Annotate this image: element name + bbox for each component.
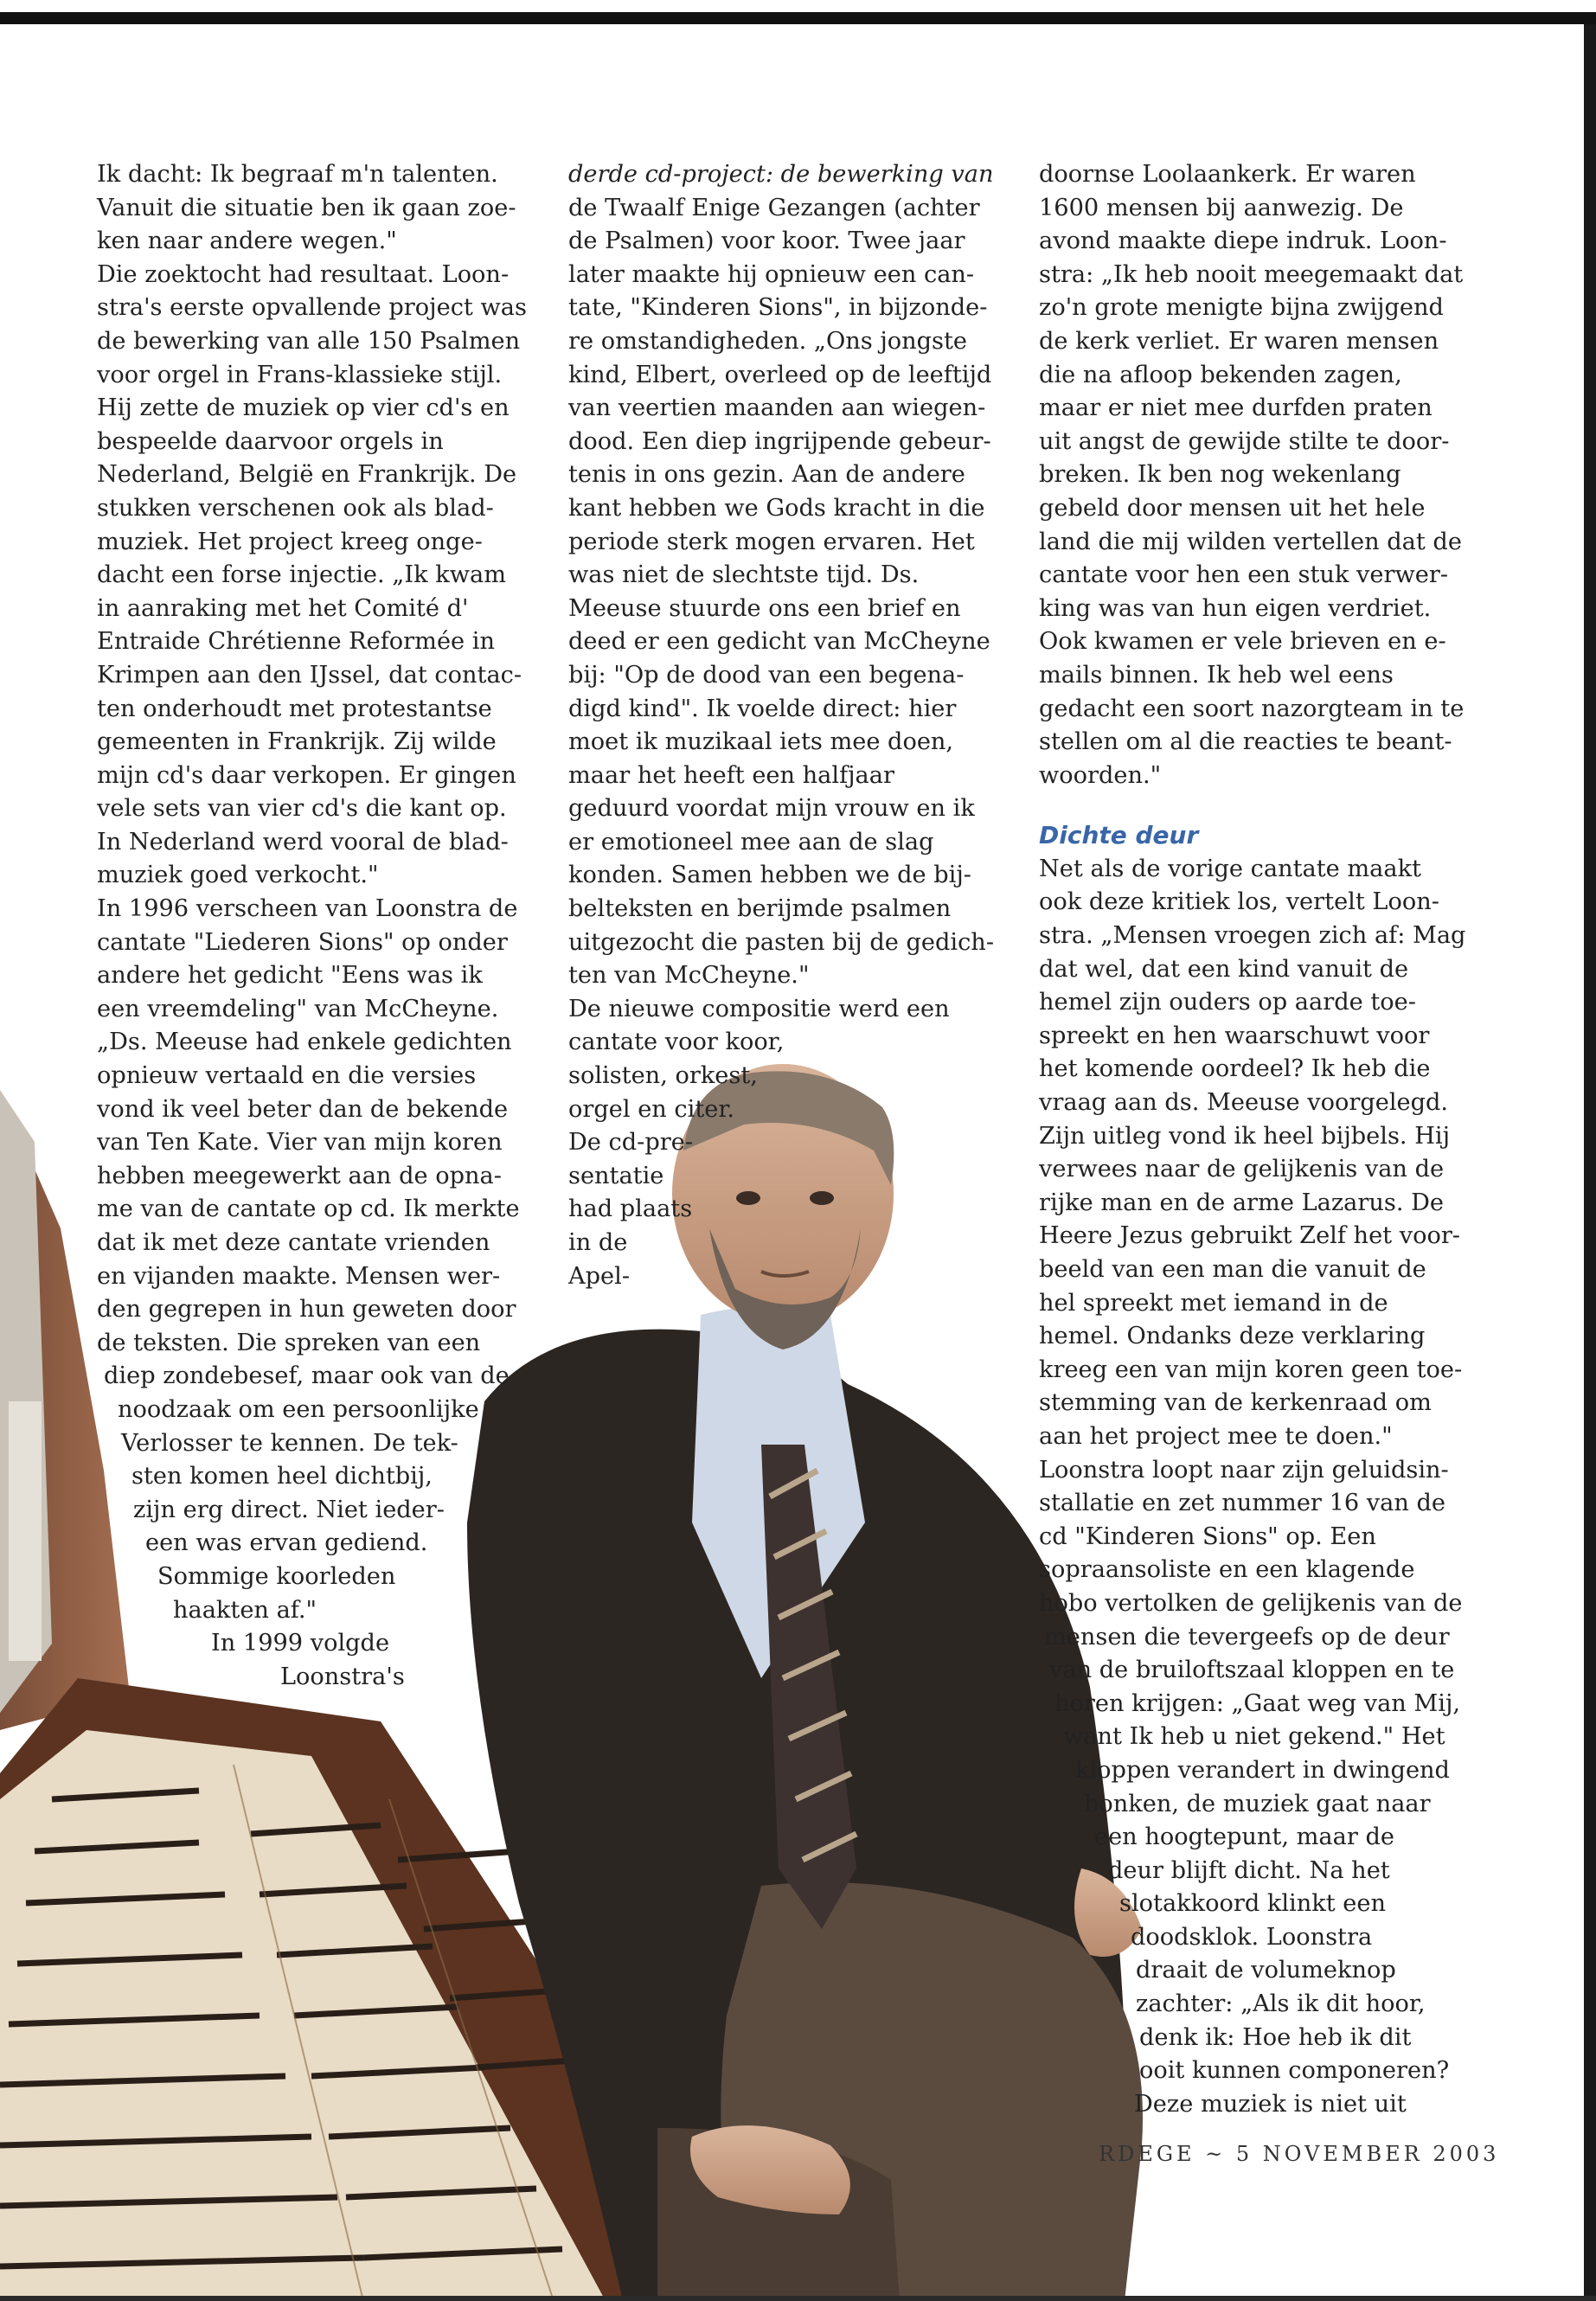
text-line: stra's eerste opvallende project was [97, 294, 527, 322]
text-line: cd "Kinderen Sions" op. Een [1039, 1522, 1376, 1550]
text-line: ooit kunnen componeren? [1139, 2057, 1450, 2085]
text-line: dat ik met deze cantate vrienden [97, 1229, 490, 1256]
text-line: ten onderhoudt met protestantse [97, 695, 492, 722]
text-line: In 1996 verscheen van Loonstra de [97, 895, 518, 923]
text-line: en vijanden maakte. Mensen wer- [97, 1262, 501, 1290]
text-line: maar er niet mee durfden praten [1039, 394, 1433, 422]
text-line: stra. „Mensen vroegen zich af: Mag [1039, 922, 1466, 950]
text-line: Zijn uitleg vond ik heel bijbels. Hij [1039, 1122, 1451, 1150]
text-line: verwees naar de gelijkenis van de [1039, 1156, 1445, 1183]
text-line: was niet de slechtste tijd. Ds. [568, 561, 920, 589]
text-line: tate, "Kinderen Sions", in bijzonde- [568, 294, 988, 322]
text-line: periode sterk mogen ervaren. Het [568, 528, 975, 555]
text-line: gebeld door mensen uit het hele [1039, 494, 1426, 522]
text-line: hemel zijn ouders op aarde toe- [1039, 989, 1416, 1016]
text-line: beeld van een man die vanuit de [1039, 1256, 1426, 1283]
text-line: Entraide Chrétienne Reformée in [97, 628, 495, 656]
text-line: avond maakte diepe indruk. Loon- [1039, 228, 1447, 255]
text-line: hobo vertolken de gelijkenis van de [1039, 1589, 1463, 1617]
text-line: De nieuwe compositie werd een [568, 995, 950, 1022]
text-line: bespeelde daarvoor orgels in [97, 427, 444, 455]
text-line: rijke man en de arme Lazarus. De [1039, 1189, 1444, 1216]
text-line: diep zondebesef, maar ook van de [104, 1362, 510, 1390]
text-line: Verlosser te kennen. De tek- [121, 1429, 458, 1457]
text-line: belteksten en berijmde psalmen [568, 895, 952, 923]
text-line: geduurd voordat mijn vrouw en ik [568, 795, 975, 823]
text-line: vond ik veel beter dan de bekende [97, 1095, 509, 1123]
text-line: doornse Loolaankerk. Er waren [1039, 161, 1416, 188]
text-line: mensen die tevergeefs op de deur [1044, 1623, 1450, 1650]
text-line: stra: „Ik heb nooit meegemaakt dat [1039, 260, 1464, 288]
text-line: mijn cd's daar verkopen. Er gingen [97, 761, 516, 789]
text-line: bonken, de muziek gaat naar [1084, 1790, 1431, 1817]
text-line: zijn erg direct. Niet ieder- [133, 1496, 445, 1523]
text-line: voor orgel in Frans-klassieke stijl. [97, 361, 503, 388]
text-line: stallatie en zet nummer 16 van de [1039, 1490, 1446, 1517]
text-line: slotakkoord klinkt een [1119, 1890, 1386, 1918]
text-line: kant hebben we Gods kracht in die [568, 494, 985, 522]
text-line: Heere Jezus gebruikt Zelf het voor- [1039, 1222, 1460, 1250]
text-line: De cd-pre- [568, 1129, 694, 1157]
text-line: cantate voor koor, [568, 1029, 785, 1056]
section-heading: Dichte deur [1039, 821, 1199, 850]
text-line: de Psalmen) voor koor. Twee jaar [568, 228, 965, 255]
text-line: de Twaalf Enige Gezangen (achter [568, 194, 980, 221]
text-line: sopraansoliste en een klagende [1039, 1556, 1415, 1584]
text-line: Apel- [568, 1262, 631, 1290]
text-line: moet ik muzikaal iets mee doen, [568, 728, 954, 756]
bottom-border [0, 2296, 1596, 2301]
page-footer: RDEGE ~ 5 NOVEMBER 2003 [1099, 2142, 1500, 2166]
text-line: een was ervan gediend. [145, 1529, 428, 1557]
text-line: kreeg een van mijn koren geen toe- [1039, 1356, 1463, 1383]
text-line: dacht een forse injectie. „Ik kwam [97, 561, 506, 589]
text-line: deed er een gedicht van McCheyne [568, 628, 990, 656]
text-line: hemel. Ondanks deze verklaring [1039, 1323, 1426, 1350]
text-line: derde cd-project: de bewerking van [568, 161, 994, 188]
text-line: sten komen heel dichtbij, [131, 1463, 433, 1490]
text-line: stemming van de kerkenraad om [1039, 1389, 1432, 1417]
text-line: me van de cantate op cd. Ik merkte [97, 1195, 520, 1223]
top-border [0, 12, 1596, 24]
text-line: woorden." [1039, 761, 1162, 789]
text-line: muziek. Het project kreeg onge- [97, 528, 483, 555]
text-line: een vreemdeling" van McCheyne. [97, 995, 499, 1022]
text-line: In 1999 volgde [211, 1630, 390, 1657]
text-line: spreekt en hen waarschuwt voor [1039, 1022, 1430, 1049]
text-line: hel spreekt met iemand in de [1039, 1289, 1388, 1317]
text-line: de bewerking van alle 150 Psalmen [97, 327, 521, 355]
text-line: de kerk verliet. Er waren mensen [1039, 327, 1439, 355]
text-line: Krimpen aan den IJssel, dat contac- [97, 661, 522, 689]
text-line: het komende oordeel? Ik heb die [1039, 1055, 1431, 1083]
text-line: land die mij wilden vertellen dat de [1039, 528, 1462, 555]
text-line: denk ik: Hoe heb ik dit [1139, 2023, 1412, 2051]
text-line: van de bruiloftszaal kloppen en te [1049, 1657, 1455, 1684]
text-line: horen krijgen: „Gaat weg van Mij, [1054, 1689, 1461, 1717]
text-line: Meeuse stuurde ons een brief en [568, 594, 961, 622]
article-column-2 [568, 158, 994, 1293]
text-line: re omstandigheden. „Ons jongste [568, 327, 968, 355]
text-line: Hij zette de muziek op vier cd's en [97, 394, 510, 422]
text-line: sentatie [568, 1162, 664, 1189]
text-line: vele sets van vier cd's die kant op. [97, 795, 507, 823]
text-line: Ik dacht: Ik begraaf m'n talenten. [97, 161, 498, 188]
text-line: van veertien maanden aan wiegen- [568, 394, 986, 422]
text-line: ken naar andere wegen." [97, 228, 397, 255]
text-line: stellen om al die reacties te beant- [1039, 728, 1452, 756]
text-line: hebben meegewerkt aan de opna- [97, 1162, 502, 1189]
text-line: vraag aan ds. Meeuse voorgelegd. [1039, 1089, 1449, 1117]
text-line: 1600 mensen bij aanwezig. De [1039, 194, 1404, 221]
text-line: king was van hun eigen verdriet. [1039, 594, 1432, 622]
text-line: een hoogtepunt, maar de [1094, 1823, 1394, 1851]
text-line: want Ik heb u niet gekend." Het [1063, 1723, 1445, 1751]
text-line: „Ds. Meeuse had enkele gedichten [97, 1029, 512, 1056]
text-line: van Ten Kate. Vier van mijn koren [97, 1129, 503, 1157]
text-line: Loonstra's [280, 1663, 405, 1690]
text-line: dood. Een diep ingrijpende gebeur- [568, 427, 991, 455]
text-line: breken. Ik ben nog wekenlang [1039, 461, 1401, 489]
text-line: zachter: „Als ik dit hoor, [1136, 1990, 1426, 2018]
text-line: ook deze kritiek los, vertelt Loon- [1039, 888, 1439, 916]
text-line: orgel en citer. [568, 1095, 735, 1123]
text-line: die na afloop bekenden zagen, [1039, 361, 1402, 388]
text-line: muziek goed verkocht." [97, 862, 379, 889]
text-line: cantate voor hen een stuk verwer- [1039, 561, 1449, 589]
text-line: Sommige koorleden [157, 1562, 396, 1590]
text-line: aan het project mee te doen." [1039, 1422, 1393, 1450]
text-line: dat wel, dat een kind vanuit de [1039, 955, 1409, 983]
text-line: opnieuw vertaald en die versies [97, 1062, 477, 1090]
text-line: in de [568, 1229, 628, 1256]
text-line: kloppen verandert in dwingend [1075, 1756, 1450, 1784]
text-line: in aanraking met het Comité d' [97, 594, 469, 622]
text-line: de teksten. Die spreken van een [97, 1329, 481, 1356]
text-line: uitgezocht die pasten bij de gedich- [568, 928, 995, 956]
text-line: Vanuit die situatie ben ik gaan zoe- [97, 194, 516, 221]
text-line: mails binnen. Ik heb wel eens [1039, 661, 1394, 689]
article-column-1 [97, 158, 527, 1694]
text-line: kind, Elbert, overleed op de leeftijd [568, 361, 992, 388]
text-line: gemeenten in Frankrijk. Zij wilde [97, 728, 497, 756]
text-line: Net als de vorige cantate maakt [1039, 855, 1421, 882]
text-line: In Nederland werd vooral de blad- [97, 828, 509, 856]
text-line: Loonstra loopt naar zijn geluidsin- [1039, 1456, 1449, 1484]
text-line: gedacht een soort nazorgteam in te [1039, 695, 1465, 722]
text-line: solisten, orkest, [568, 1062, 758, 1090]
text-line: andere het gedicht "Eens was ik [97, 962, 483, 990]
text-line: zo'n grote menigte bijna zwijgend [1039, 294, 1444, 322]
text-line: later maakte hij opnieuw een can- [568, 260, 975, 288]
text-line: maar het heeft een halfjaar [568, 761, 894, 789]
article-column-3 [1039, 158, 1465, 2121]
text-line: noodzaak om een persoonlijke [118, 1395, 479, 1423]
text-line: er emotioneel mee aan de slag [568, 828, 934, 856]
text-line: doodsklok. Loonstra [1131, 1923, 1373, 1951]
text-line: uit angst de gewijde stilte te door- [1039, 427, 1450, 455]
text-line: stukken verschenen ook als blad- [97, 494, 494, 522]
text-line: tenis in ons gezin. Aan de andere [568, 461, 965, 489]
text-line: Deze muziek is niet uit [1134, 2090, 1407, 2118]
text-line: deur blijft dicht. Na het [1108, 1856, 1390, 1884]
text-line: Die zoektocht had resultaat. Loon- [97, 260, 510, 288]
text-line: digd kind". Ik voelde direct: hier [568, 695, 957, 722]
text-line: konden. Samen hebben we de bij- [568, 862, 971, 889]
text-line: Nederland, België en Frankrijk. De [97, 461, 517, 489]
text-line: bij: "Op de dood van een begena- [568, 661, 965, 689]
text-line: had plaats [568, 1195, 693, 1223]
text-line: haakten af." [173, 1596, 317, 1624]
text-line: ten van McCheyne." [568, 962, 810, 990]
text-line: den gegrepen in hun geweten door [97, 1296, 516, 1324]
text-line: cantate "Liederen Sions" op onder [97, 928, 508, 956]
text-line: draait de volumeknop [1136, 1957, 1396, 1984]
text-line: Ook kwamen er vele brieven en e- [1039, 628, 1446, 656]
